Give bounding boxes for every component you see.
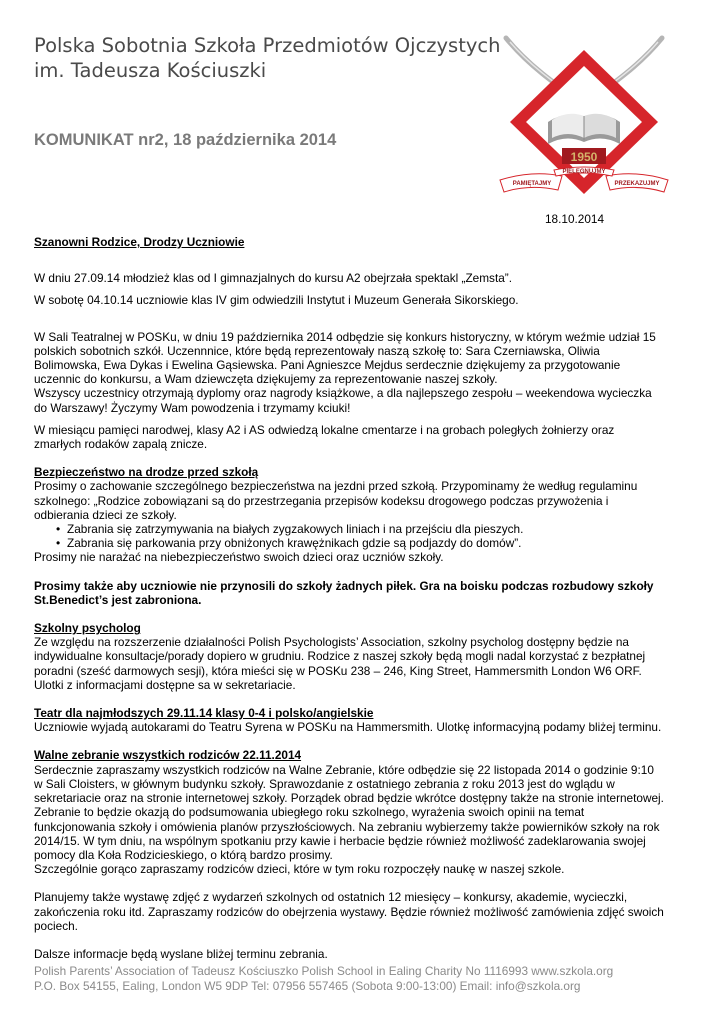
- intro-paragraph-2: W sobotę 04.10.14 uczniowie klas IV gim odwiedzili Instytut i Muzeum Generała Sikorskiego.: [34, 293, 519, 308]
- psychologist-heading: Szkolny psycholog: [34, 621, 141, 636]
- list-item: • Zabrania się zatrzymywania na białych zygzakowych liniach i na przejściu dla pieszych.: [64, 522, 664, 536]
- crest-ribbon-center: PIELĘGNUJMY: [562, 169, 606, 175]
- intro-paragraph-1: W dniu 27.09.14 młodzież klas od I gimnazjalnych do kursu A2 obejrzała spektakl „Zemsta”.: [34, 271, 513, 286]
- footer: [34, 964, 613, 993]
- list-item: • Zabrania się parkowania przy obniżonych krawężnikach gdzie są podjazdy do domów”.: [64, 536, 664, 550]
- contest-paragraph: W Sali Teatralnej w POSKu, w dniu 19 października 2014 odbędzie się konkurs historyczny, w którym weźmie udział 15 polskich sobotnich szkół. Uczennnice, które będą reprezentowały naszą szkołę to: Sara Czerniawska, Oliwia Bolimowska, Ewa Dykas i Ewelina Gąsiewska. Pani Agnieszce Mejdus serdecznie dziękujemy za przygotowanie uczennic do konkursu, a Wam dziewczęta dziękujemy za reprezentowanie naszej szkoły.: [34, 329, 656, 387]
- safety-rules-list: [34, 522, 664, 550]
- school-name-line2: im. Tadeusza Kościuszki: [34, 59, 267, 82]
- safety-text: Prosimy o zachowanie szczególnego bezpieczeństwa na jezdni przed szkołą. Przypominamy że według regulaminu szkolnego: „Rodzice zobowiązani są do przestrzegania przepisów kodeksu drogowego podczas przywożenia i odbierania dzieci ze szkoły.: [34, 479, 638, 522]
- crest-ribbon-right: PRZEKAZUJMY: [614, 181, 660, 187]
- balls-notice: Prosimy także aby uczniowie nie przynosili do szkoły żadnych piłek. Gra na boisku podczas rozbudowy szkoły St.Benedict’s jest zabroniona.: [34, 578, 654, 607]
- meeting-invite: Szczególnie gorąco zapraszamy rodziców dzieci, które w tym roku rozpoczęły naukę w naszej szkole.: [34, 862, 565, 877]
- memory-paragraph: W miesiącu pamięci narodwej, klasy A2 i AS odwiedzą lokalne cmentarze i na grobach poległych żołnierzy oraz zmarłych rodaków zapalą znicze.: [34, 422, 615, 452]
- bulletin-date: 18.10.2014: [545, 212, 605, 226]
- footer-line2: P.O. Box 54155, Ealing, London W5 9DP Tel: 07956 557465 (Sobota 9:00-13:00) Email: info@szkola.org: [34, 978, 581, 993]
- crest-year: 1950: [570, 150, 598, 164]
- contest-prizes: Wszyscy uczestnicy otrzymają dyplomy oraz nagrody książkowe, a dla najlepszego zespołu – weekendowa wycieczka do Warszawy! Życzymy Wam powodzenia i trzymamy kciuki!: [34, 386, 652, 415]
- footer-line1: Polish Parents’ Association of Tadeusz Kościuszko Polish School in Ealing Charity No 1116993 www.szkola.org: [34, 964, 614, 978]
- meeting-text: Serdecznie zapraszamy wszystkich rodziców na Walne Zebranie, które odbędzie się 22 listopada 2014 o godzinie 9:10 w Sali Cloisters, w głównym budynku szkoły. Sprawozdanie z ostatniego zebrania z roku 2013 jest do wglądu w sekretariacie oraz na stronie internetowej szkoły. Porządek obrad będzie wkrótce dostępny także na stronie internetowej. Zebranie to będzie okazją do podsumowania ubiegłego roku szkolnego, wyrażenia swoich opinii na temat funkcjonowania szkoły i omówienia planów przyszłościowych. Na zebraniu wybierzemy także powierników szkoły na rok 2014/15. W tym dniu, na wspólnym spotkaniu przy kawie i herbacie będzie również możliwość zadeklarowania swojej pomocy dla Koła Rodzicieskiego, o którą bardzo prosimy.: [34, 762, 664, 862]
- safety-closing: Prosimy nie narażać na niebezpieczeństwo swoich dzieci oraz uczniów szkoły.: [34, 550, 444, 565]
- greeting: Szanowni Rodzice, Drodzy Uczniowie: [34, 235, 245, 249]
- exhibition-paragraph: Planujemy także wystawę zdjęć z wydarzeń szkolnych od ostatnich 12 miesięcy – konkursy, akademie, wycieczki, zakończenia roku itd. Zapraszamy rodziców do obejrzenia wystawy. Będzie również możliwość zamówienia zdjęć swoich pociech.: [34, 890, 664, 933]
- more-info-paragraph: Dalsze informacje będą wyslane bliżej terminu zebrania.: [34, 946, 328, 961]
- psychologist-text: Ze względu na rozszerzenie działalności Polish Psychologists’ Association, szkolny psycholog dostępny będzie na indywidualne konsultacje/porady dopiero w grudniu. Rodzice z naszej szkoły będą mogli nadal korzystać z bezpłatnej poradni (sześć darmowych sesji), która mieści się w POSKu 238 – 246, King Street, Hammersmith London W6 ORF. Ulotki z informacjami dostępne sa w sekretariacie.: [34, 635, 646, 692]
- crest-ribbon-left: PAMIĘTAJMY: [512, 181, 552, 187]
- theatre-heading: Teatr dla najmłodszych 29.11.14 klasy 0-4 i polsko/angielskie: [34, 706, 374, 721]
- school-name-line1: Polska Sobotnia Szkoła Przedmiotów Ojczystych: [34, 34, 501, 57]
- school-crest-logo: [492, 30, 676, 210]
- school-name: [34, 33, 501, 83]
- bulletin-body: [34, 235, 664, 961]
- safety-heading: Bezpieczeństwo na drodze przed szkołą: [34, 465, 259, 480]
- bulletin-title: KOMUNIKAT nr2, 18 października 2014: [34, 131, 337, 149]
- meeting-heading: Walne zebranie wszystkich rodziców 22.11.2014: [34, 748, 302, 763]
- theatre-text: Uczniowie wyjadą autokarami do Teatru Syrena w POSKu na Hammersmith. Ulotkę informacyjną podamy bliżej terminu.: [34, 720, 662, 735]
